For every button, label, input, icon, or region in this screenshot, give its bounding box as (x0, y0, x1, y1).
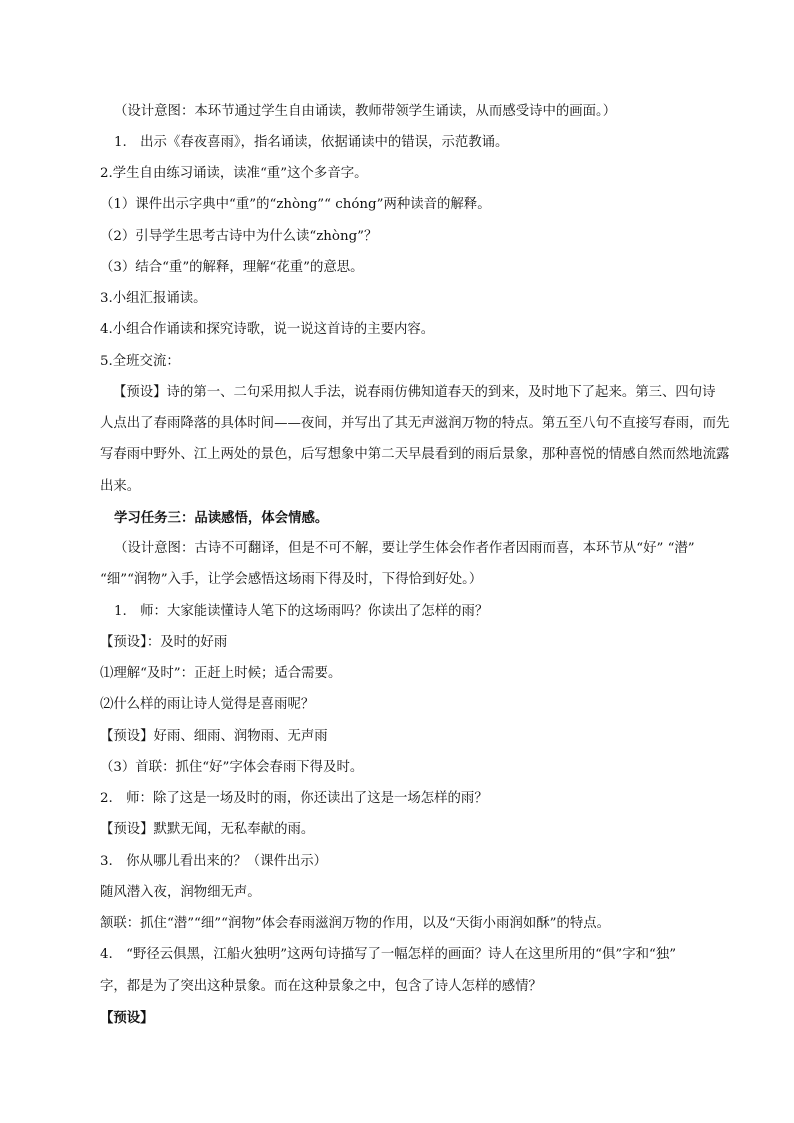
step-2-sub-1: （1）课件出示字典中“重”的“zhòng”“ chóng”两种读音的解释。 (100, 197, 491, 212)
question-1-sub-1: ⑴理解“及时”：正赶上时候；适合需要。 (100, 666, 342, 681)
step-2-sub-2: （2）引导学生思考古诗中为什么读“zhòng”？ (100, 229, 378, 244)
design-intent-note-2-line-2: “细”“润物”入手，让学会感悟这场雨下得及时，下得恰到好处。） (100, 572, 483, 587)
step-2: 2.学生自由练习诵读，读准“重”这个多音字。 (100, 166, 368, 181)
preset-paragraph-line-4: 出来。 (100, 479, 141, 494)
question-2: 2. 师：除了这是一场及时的雨，你还读出了这是一场怎样的雨？ (100, 791, 488, 806)
step-3: 3.小组汇报诵读。 (100, 291, 207, 306)
question-1-sub-2: ⑵什么样的雨让诗人觉得是喜雨呢？ (100, 697, 315, 712)
couplet-analysis: 颔联：抓住“潜”“细”“润物”体会春雨滋润万物的作用，以及“天街小雨润如酥”的特点。 (100, 916, 611, 931)
question-1-sub-3: （3）首联：抓住“好”字体会春雨下得及时。 (100, 760, 364, 775)
step-5: 5.全班交流： (100, 354, 180, 369)
design-intent-note-2-line-1: （设计意图：古诗不可翻译，但是不可不解，要让学生体会作者作者因雨而喜，本环节从“好” “潜” (114, 541, 695, 556)
step-1: 1. 出示《春夜喜雨》，指名诵读，依据诵读中的错误，示范教诵。 (114, 135, 509, 150)
design-intent-note-1: （设计意图：本环节通过学生自由诵读，教师带领学生诵读，从而感受诗中的画面。） (114, 104, 617, 119)
answer-2: 【预设】默默无闻，无私奉献的雨。 (100, 822, 315, 837)
question-3: 3. 你从哪儿看出来的？（课件出示） (100, 854, 328, 869)
question-1: 1. 师：大家能读懂诗人笔下的这场雨吗？你读出了怎样的雨？ (114, 604, 489, 619)
section-heading: 学习任务三：品读感悟，体会情感。 (114, 510, 329, 526)
preset-paragraph-line-2: 人点出了春雨降落的具体时间——夜间，并写出了其无声滋润万物的特点。第五至八句不直接写春雨，而先 (100, 416, 730, 431)
preset-paragraph-line-1: 【预设】诗的第一、二句采用拟人手法，说春雨仿佛知道春天的到来，及时地下了起来。第三、四句诗 (113, 385, 716, 400)
answer-1: 【预设】：及时的好雨 (100, 635, 228, 650)
preset-paragraph-line-3: 写春雨中野外、江上两处的景色，后写想象中第二天早晨看到的雨后景象，那种喜悦的情感自然而然地流露 (100, 447, 730, 462)
answer-4-label: 【预设】 (100, 1010, 154, 1026)
poem-line: 随风潜入夜，润物细无声。 (100, 885, 261, 900)
answer-1-sub-2: 【预设】好雨、细雨、润物雨、无声雨 (100, 729, 328, 744)
question-4-line-1: 4. “野径云俱黑，江船火独明”这两句诗描写了一幅怎样的画面？诗人在这里所用的“俱”字和“独” (100, 947, 677, 962)
step-4: 4.小组合作诵读和探究诗歌，说一说这首诗的主要内容。 (100, 322, 435, 337)
step-2-sub-3: （3）结合“重”的解释，理解“花重”的意思。 (100, 260, 364, 275)
question-4-line-2: 字，都是为了突出这种景象。而在这种景象之中，包含了诗人怎样的感情？ (100, 979, 542, 994)
